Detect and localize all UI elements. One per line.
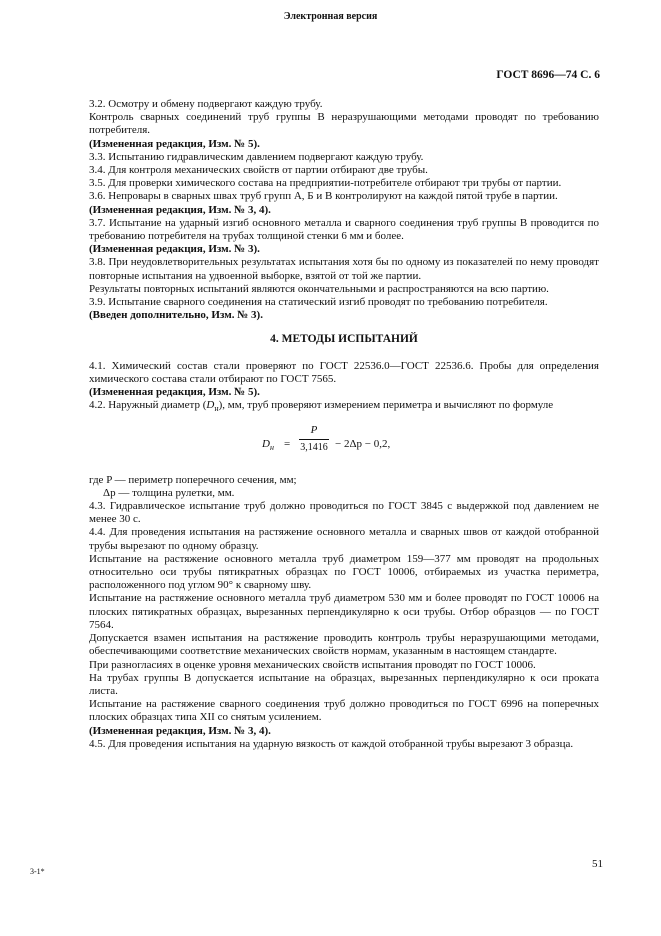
paragraph: Результаты повторных испытаний являются окончательными и распространяются на всю партию.: [89, 282, 549, 295]
paragraph: Допускается взамен испытания на растяжение проводить контроль трубы неразрушающими методами, обеспечивающими соответствие механических свойств нормам, указанным в настоящем стандарте.: [89, 632, 599, 658]
sheet-mark: 3-1*: [30, 867, 45, 876]
revision-note: (Измененная редакция, Изм. № 3, 4).: [89, 203, 271, 216]
revision-note: (Введен дополнительно, Изм. № 3).: [89, 309, 263, 322]
revision-note: (Измененная редакция, Изм. № 3, 4).: [89, 724, 271, 737]
paragraph: 3.2. Осмотру и обмену подвергают каждую трубу.: [89, 98, 323, 110]
paragraph: Испытание на растяжение основного металла труб диаметром 159—377 мм проводят на продольных относительно оси трубы пятикратных образцах по ГОСТ 10006, отбираемых из участка периметра, расположенного под углом 90° к сварному шву.: [89, 552, 599, 592]
paragraph: 3.3. Испытанию гидравлическим давлением подвергают каждую трубу.: [89, 150, 424, 163]
diameter-subscript: н: [214, 404, 219, 414]
paragraph: 3.7. Испытание на ударный изгиб основного металла и сварного соединения труб группы В проводится по требованию потребителя на трубах толщиной стенки 6 мм и более.: [89, 216, 599, 243]
paragraph: Испытание на растяжение основного металла труб диаметром 530 мм и более проводят по ГОСТ 10006 на плоских пятикратных образцах, вырезанных перпендикулярно к оси трубы. Отбор образцов — по ГОСТ 7564.: [89, 592, 599, 631]
formula-where-line-2: Δp — толщина рулетки, мм.: [103, 486, 235, 499]
section-title: 4. МЕТОДЫ ИСПЫТАНИЙ: [270, 333, 418, 346]
page-number: 51: [592, 858, 603, 870]
paragraph: 3.4. Для контроля механических свойств от партии отбирают две трубы.: [89, 164, 428, 177]
formula-tail: − 2Δp − 0,2,: [335, 437, 391, 450]
section-3-paragraphs: [89, 98, 599, 322]
electronic-version-label: Электронная версия: [283, 11, 378, 22]
paragraph: Контроль сварных соединений труб группы В неразрушающими методами проводят по требованию потребителя.: [89, 111, 599, 137]
formula-numerator: P: [299, 424, 329, 440]
revision-note: (Измененная редакция, Изм. № 5).: [89, 386, 260, 399]
formula-lhs: $D_н$: [262, 437, 274, 452]
diameter-formula: [89, 424, 599, 464]
section-4-paragraphs: [89, 500, 599, 751]
formula-equals: =: [284, 437, 291, 450]
paragraph-4-2: [89, 399, 599, 415]
paragraph: 4.5. Для проведения испытания на ударную вязкость от каждой отобранной трубы вырезают 3 образца.: [89, 737, 574, 750]
document-body: [89, 98, 599, 751]
paragraph: При разногласиях в оценке уровня механических свойств испытания проводят по ГОСТ 10006.: [89, 658, 536, 671]
standard-page-header: ГОСТ 8696—74 С. 6: [496, 69, 600, 81]
paragraph: 4.3. Гидравлическое испытание труб должно проводиться по ГОСТ 3845 с выдержкой под давлением не менее 30 с.: [89, 500, 599, 526]
paragraph: 3.9. Испытание сварного соединения на статический изгиб проводят по требованию потребителя.: [89, 296, 548, 309]
section-4-intro-paragraphs: [89, 360, 599, 400]
diameter-symbol: D: [206, 399, 215, 412]
formula-denominator: 3,1416: [300, 441, 328, 453]
paragraph-4-2-before: 4.2. Наружный диаметр (: [89, 399, 207, 412]
revision-note: (Измененная редакция, Изм. № 3).: [89, 243, 260, 256]
revision-note: (Измененная редакция, Изм. № 5).: [89, 137, 260, 150]
paragraph: Испытание на растяжение сварного соединения труб должно проводиться по ГОСТ 6996 на поперечных плоских образцах типа XII со снятым усилением.: [89, 698, 599, 724]
formula-fraction: [299, 424, 329, 454]
paragraph: На трубах группы В допускается испытание на образцах, вырезанных перпендикулярно к оси проката листа.: [89, 671, 599, 697]
paragraph: 4.1. Химический состав стали проверяют по ГОСТ 22536.0—ГОСТ 22536.6. Пробы для определения химического состава стали отбирают по ГОСТ 7565.: [89, 359, 599, 385]
paragraph: 4.4. Для проведения испытания на растяжение основного металла и сварных швов от каждой отобранной трубы вырезают по одному образцу.: [89, 526, 599, 552]
paragraph: 3.6. Непровары в сварных швах труб групп А, Б и В контролируют на каждой пятой трубе в партии.: [89, 190, 558, 203]
paragraph: 3.8. При неудовлетворительных результатах испытания хотя бы по одному из показателей по нему проводят повторные испытания на удвоенной выборке, взятой от той же партии.: [89, 256, 599, 282]
formula-where-line-1: где P — периметр поперечного сечения, мм;: [89, 473, 297, 486]
paragraph: 3.5. Для проверки химического состава на предприятии-потребителе отбирают три трубы от партии.: [89, 177, 562, 190]
paragraph-4-2-after: ), мм, труб проверяют измерением периметра и вычисляют по формуле: [218, 399, 554, 412]
